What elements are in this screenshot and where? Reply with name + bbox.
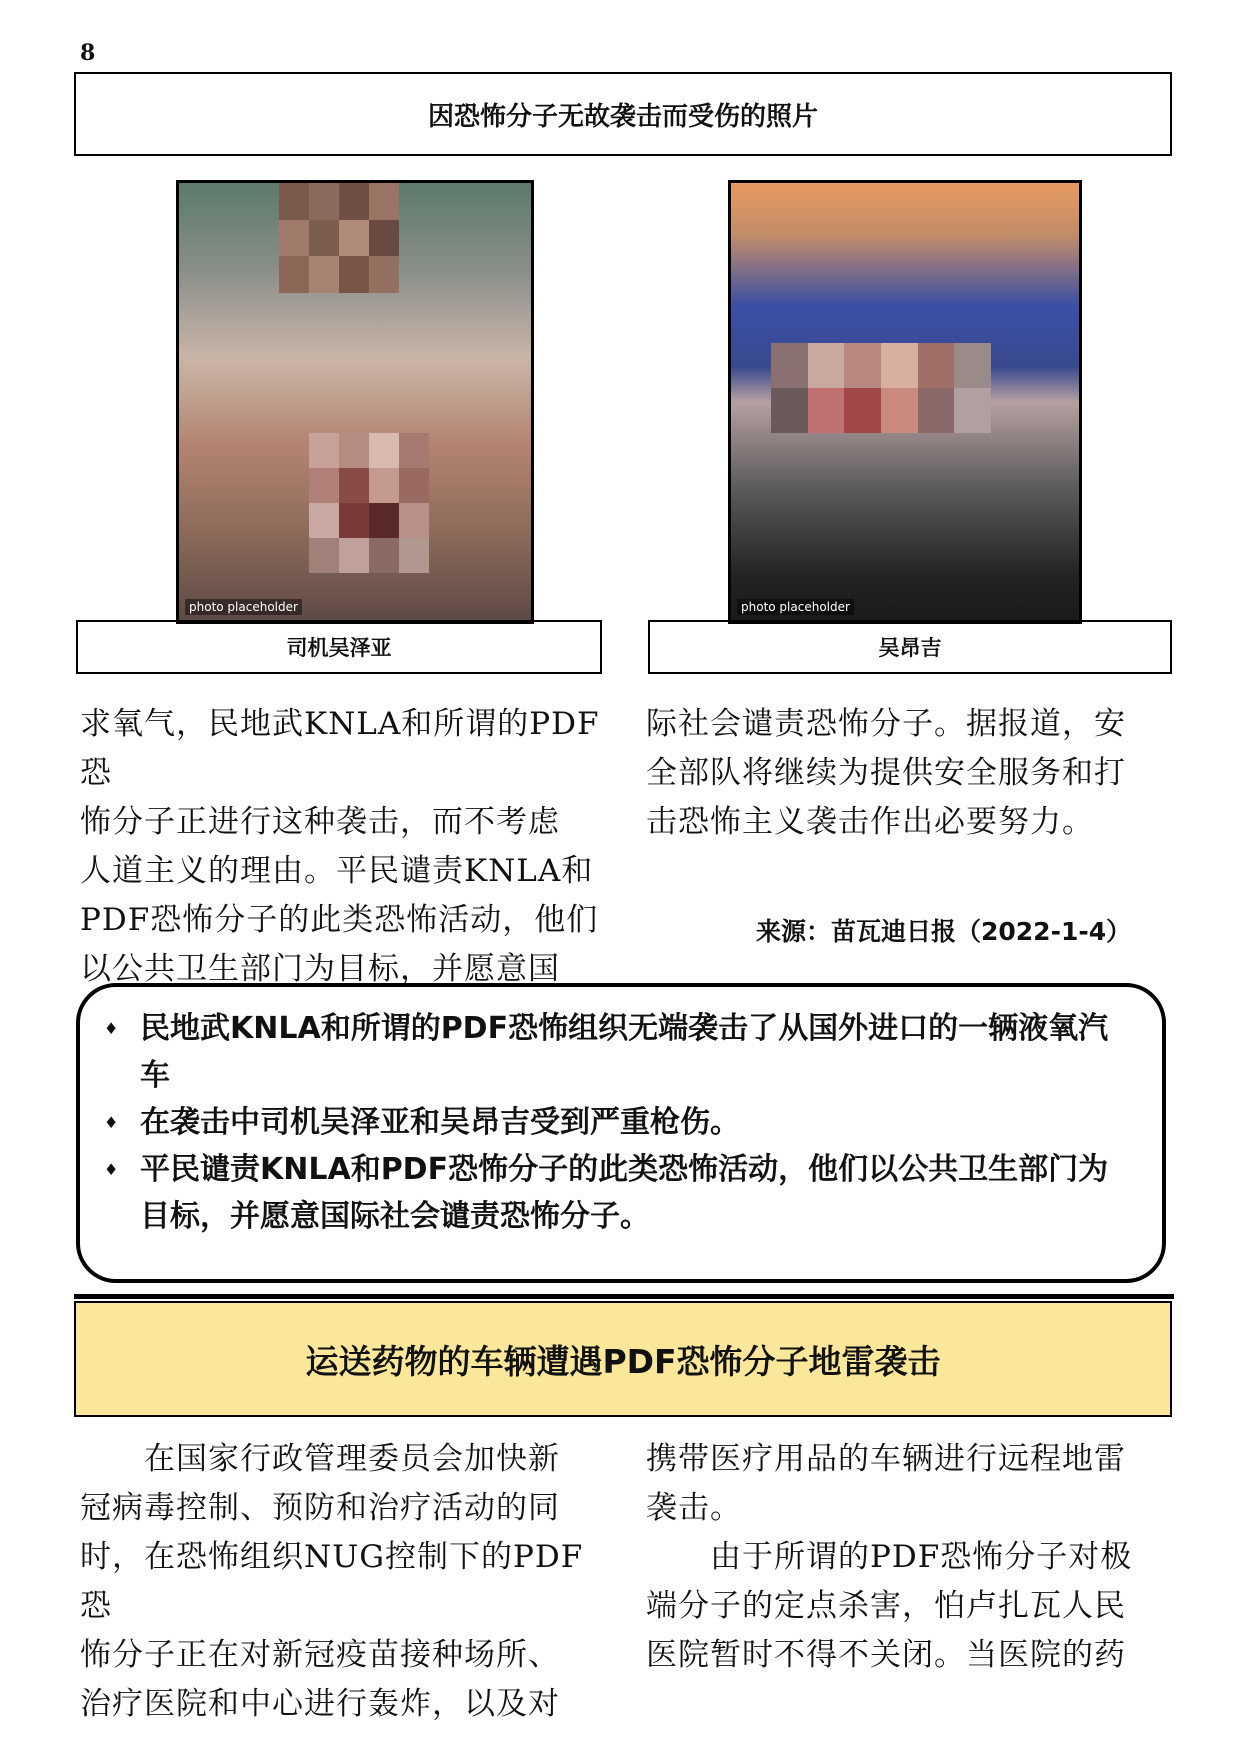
diamond-bullet-icon: ♦ [104,1160,119,1179]
text-line: 携带医疗用品的车辆进行远程地雷 [646,1441,1126,1477]
text-line: 由于所谓的PDF恐怖分子对极 [710,1539,1133,1575]
text-line: 时，在恐怖组织NUG控制下的PDF恐 [80,1539,584,1624]
photo-caption-right: 吴昂吉 [648,620,1172,674]
photo-caption-left: 司机吴泽亚 [76,620,602,674]
article1-right-column [646,700,1171,847]
photo-placeholder-label: photo placeholder [737,599,854,615]
text-line: 怖分子正进行这种袭击，而不考虑 [80,804,560,840]
text-line: 在国家行政管理委员会加快新 [144,1441,560,1477]
text-line: 袭击。 [646,1490,742,1526]
text-line: 全部队将继续为提供安全服务和打 [646,755,1126,791]
summary-item [100,1005,1138,1099]
text-line: PDF恐怖分子的此类恐怖活动，他们 [80,902,599,938]
article1-left-column [80,700,605,994]
diamond-bullet-icon: ♦ [104,1019,119,1038]
text-line: 治疗医院和中心进行轰炸，以及对 [80,1686,560,1722]
text-line: 求氧气，民地武KNLA和所谓的PDF恐 [80,706,600,791]
summary-item-text: 民地武KNLA和所谓的PDF恐怖组织无端袭击了从国外进口的一辆液氧汽车 [140,1011,1109,1093]
text-line: 际社会谴责恐怖分子。据报道，安 [646,706,1126,742]
pixelated-wound [771,343,991,433]
photo-section-title: 因恐怖分子无故袭击而受伤的照片 [74,72,1172,156]
article2-left-column [80,1435,605,1729]
injured-driver-photo [176,180,534,624]
injured-passenger-photo [728,180,1082,624]
text-line: 以公共卫生部门为目标，并愿意国 [80,951,560,987]
summary-item-text: 在袭击中司机吴泽亚和吴昂吉受到严重枪伤。 [140,1105,740,1140]
pixelated-wound [309,433,429,573]
text-line: 医院暂时不得不关闭。当医院的药 [646,1637,1126,1673]
text-line: 端分子的定点杀害，怕卢扎瓦人民 [646,1588,1126,1624]
article2-headline: 运送药物的车辆遭遇PDF恐怖分子地雷袭击 [74,1301,1172,1417]
text-line: 人道主义的理由。平民谴责KNLA和 [80,853,594,889]
pixelated-face [279,183,399,293]
summary-item [100,1099,1138,1146]
text-line: 怖分子正在对新冠疫苗接种场所、 [80,1637,560,1673]
text-line: 击恐怖主义袭击作出必要努力。 [646,804,1094,840]
summary-box [76,983,1166,1283]
diamond-bullet-icon: ♦ [104,1113,119,1132]
summary-item-text: 平民谴责KNLA和PDF恐怖分子的此类恐怖活动，他们以公共卫生部门为目标，并愿意国际社会谴责恐怖分子。 [140,1152,1109,1234]
page-number: 8 [80,40,96,66]
text-line: 冠病毒控制、预防和治疗活动的同 [80,1490,560,1526]
article2-right-column [646,1435,1171,1680]
article-source: 来源：苗瓦迪日报（2022-1-4） [756,917,1132,946]
photo-placeholder-label: photo placeholder [185,599,302,615]
section-divider [74,1294,1174,1299]
summary-item [100,1146,1138,1240]
